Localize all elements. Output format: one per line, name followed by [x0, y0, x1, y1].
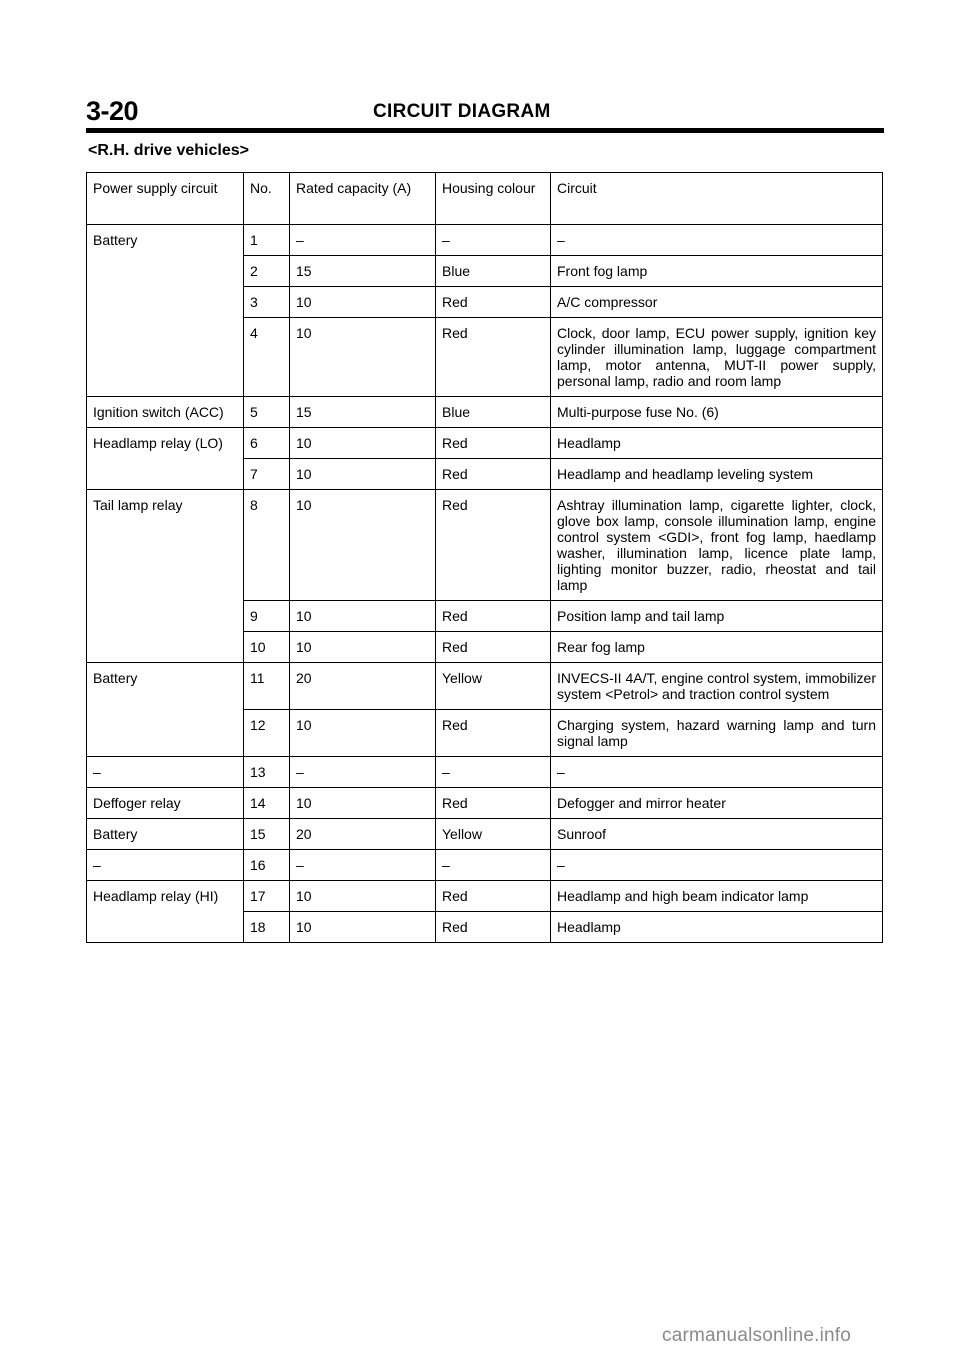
cell-rated-capacity: 15 [290, 256, 436, 287]
table-row [87, 397, 883, 428]
cell-circuit: Position lamp and tail lamp [551, 601, 883, 632]
header-rated-capacity: Rated capacity (A) [290, 173, 436, 225]
table-row [87, 912, 883, 943]
cell-housing-colour: – [436, 850, 551, 881]
cell-power-supply [87, 912, 244, 943]
cell-power-supply [87, 710, 244, 757]
page-number: 3-20 [86, 96, 139, 126]
cell-rated-capacity: 20 [290, 663, 436, 710]
table-row [87, 601, 883, 632]
cell-rated-capacity: 10 [290, 459, 436, 490]
cell-rated-capacity: 10 [290, 490, 436, 601]
cell-housing-colour: – [436, 757, 551, 788]
cell-power-supply: Battery [87, 225, 244, 256]
cell-no: 5 [244, 397, 290, 428]
cell-rated-capacity: 15 [290, 397, 436, 428]
cell-power-supply: Deffoger relay [87, 788, 244, 819]
cell-circuit: Headlamp and high beam indicator lamp [551, 881, 883, 912]
cell-no: 7 [244, 459, 290, 490]
table-row [87, 428, 883, 459]
page-title: CIRCUIT DIAGRAM [373, 101, 551, 122]
cell-rated-capacity: 10 [290, 912, 436, 943]
cell-housing-colour: Yellow [436, 663, 551, 710]
cell-rated-capacity: – [290, 850, 436, 881]
cell-power-supply [87, 318, 244, 397]
cell-rated-capacity: 20 [290, 819, 436, 850]
fuse-table [86, 172, 883, 943]
cell-power-supply: Headlamp relay (LO) [87, 428, 244, 459]
cell-circuit: Multi-purpose fuse No. (6) [551, 397, 883, 428]
cell-rated-capacity: 10 [290, 788, 436, 819]
cell-no: 1 [244, 225, 290, 256]
cell-rated-capacity: 10 [290, 710, 436, 757]
table-row [87, 663, 883, 710]
header-housing-colour: Housing colour [436, 173, 551, 225]
table-row [87, 881, 883, 912]
cell-no: 17 [244, 881, 290, 912]
cell-power-supply: Tail lamp relay [87, 490, 244, 601]
cell-rated-capacity: 10 [290, 287, 436, 318]
cell-no: 14 [244, 788, 290, 819]
cell-power-supply: – [87, 757, 244, 788]
cell-housing-colour: Red [436, 428, 551, 459]
cell-circuit: Sunroof [551, 819, 883, 850]
cell-housing-colour: Red [436, 881, 551, 912]
table-row [87, 632, 883, 663]
cell-housing-colour: Red [436, 632, 551, 663]
cell-housing-colour: Red [436, 912, 551, 943]
cell-power-supply: Battery [87, 663, 244, 710]
cell-housing-colour: Blue [436, 397, 551, 428]
table-row [87, 225, 883, 256]
cell-power-supply [87, 256, 244, 287]
cell-no: 12 [244, 710, 290, 757]
cell-no: 8 [244, 490, 290, 601]
cell-no: 18 [244, 912, 290, 943]
cell-no: 9 [244, 601, 290, 632]
table-row [87, 490, 883, 601]
cell-power-supply: Headlamp relay (HI) [87, 881, 244, 912]
cell-housing-colour: Red [436, 601, 551, 632]
table-row [87, 788, 883, 819]
cell-no: 11 [244, 663, 290, 710]
cell-circuit: Headlamp [551, 428, 883, 459]
table-row [87, 318, 883, 397]
cell-power-supply: – [87, 850, 244, 881]
cell-rated-capacity: – [290, 757, 436, 788]
cell-power-supply [87, 601, 244, 632]
cell-circuit: Rear fog lamp [551, 632, 883, 663]
watermark-text: carmanualsonline.info [662, 1325, 852, 1346]
cell-power-supply [87, 632, 244, 663]
cell-rated-capacity: 10 [290, 632, 436, 663]
header-no: No. [244, 173, 290, 225]
table-row [87, 287, 883, 318]
table-row [87, 757, 883, 788]
table-row [87, 459, 883, 490]
table-row [87, 819, 883, 850]
cell-housing-colour: Red [436, 459, 551, 490]
cell-rated-capacity: 10 [290, 428, 436, 459]
section-subtitle: <R.H. drive vehicles> [88, 142, 249, 159]
cell-power-supply: Ignition switch (ACC) [87, 397, 244, 428]
table-body [87, 225, 883, 943]
cell-power-supply [87, 287, 244, 318]
cell-no: 3 [244, 287, 290, 318]
header-power-supply: Power supply circuit [87, 173, 244, 225]
cell-housing-colour: Red [436, 287, 551, 318]
cell-circuit: Clock, door lamp, ECU power supply, ignition key cylinder illumination lamp, luggage compartment lamp, motor antenna, MUT-II power supply, personal lamp, radio and room lamp [551, 318, 883, 397]
cell-no: 15 [244, 819, 290, 850]
cell-circuit: Headlamp [551, 912, 883, 943]
cell-housing-colour: Red [436, 318, 551, 397]
cell-circuit: Front fog lamp [551, 256, 883, 287]
cell-circuit: – [551, 225, 883, 256]
cell-housing-colour: Red [436, 710, 551, 757]
title-rule [86, 128, 884, 133]
cell-power-supply [87, 459, 244, 490]
table-header-row [87, 173, 883, 225]
cell-housing-colour: – [436, 225, 551, 256]
cell-circuit: – [551, 850, 883, 881]
cell-rated-capacity: 10 [290, 881, 436, 912]
cell-no: 13 [244, 757, 290, 788]
table-row [87, 850, 883, 881]
cell-circuit: INVECS-II 4A/T, engine control system, immobilizer system <Petrol> and traction control system [551, 663, 883, 710]
cell-circuit: Ashtray illumination lamp, cigarette lighter, clock, glove box lamp, console illumination lamp, engine control system <GDI>, front fog lamp, haedlamp washer, illumination lamp, licence plate lamp, lighting monitor buzzer, radio, rheostat and tail lamp [551, 490, 883, 601]
table-row [87, 256, 883, 287]
cell-no: 2 [244, 256, 290, 287]
cell-housing-colour: Red [436, 490, 551, 601]
cell-no: 4 [244, 318, 290, 397]
cell-housing-colour: Yellow [436, 819, 551, 850]
cell-circuit: Charging system, hazard warning lamp and turn signal lamp [551, 710, 883, 757]
cell-rated-capacity: 10 [290, 601, 436, 632]
cell-power-supply: Battery [87, 819, 244, 850]
cell-no: 10 [244, 632, 290, 663]
cell-circuit: Defogger and mirror heater [551, 788, 883, 819]
cell-rated-capacity: – [290, 225, 436, 256]
cell-rated-capacity: 10 [290, 318, 436, 397]
cell-housing-colour: Red [436, 788, 551, 819]
cell-circuit: – [551, 757, 883, 788]
header-circuit: Circuit [551, 173, 883, 225]
cell-no: 16 [244, 850, 290, 881]
cell-circuit: Headlamp and headlamp leveling system [551, 459, 883, 490]
cell-circuit: A/C compressor [551, 287, 883, 318]
table-row [87, 710, 883, 757]
cell-housing-colour: Blue [436, 256, 551, 287]
cell-no: 6 [244, 428, 290, 459]
